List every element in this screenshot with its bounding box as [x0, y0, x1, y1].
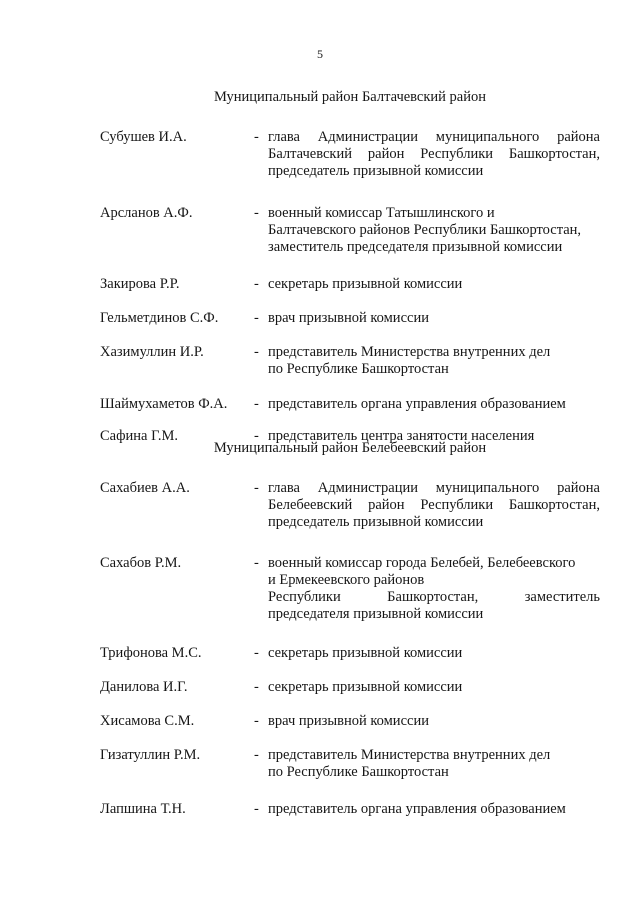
- member-name: Сахабов Р.М.: [100, 555, 182, 571]
- member-role: [268, 679, 600, 696]
- commission-member-entry: [100, 713, 600, 730]
- member-name: Трифонова М.С.: [100, 645, 202, 661]
- dash: -: [254, 205, 259, 221]
- member-name: Лапшина Т.Н.: [100, 801, 186, 817]
- dash: -: [254, 713, 259, 729]
- member-name: Сафина Г.М.: [100, 428, 178, 444]
- role-line: глава Администрации муниципального района: [268, 480, 600, 496]
- member-name: Хисамова С.М.: [100, 713, 195, 729]
- member-role: [268, 344, 600, 378]
- role-line: председатель призывной комиссии: [268, 514, 484, 530]
- commission-member-entry: [100, 679, 600, 696]
- role-line: военный комиссар города Белебей, Белебеевского: [268, 555, 576, 571]
- role-line: представитель центра занятости населения: [268, 428, 535, 444]
- section-belebeevsky: [100, 439, 600, 818]
- role-line: Балтачевский район Республики Башкортостан,: [268, 146, 600, 162]
- commission-member-entry: [100, 555, 600, 623]
- member-role: [268, 747, 600, 781]
- page-number: 5: [317, 47, 323, 61]
- member-name: Данилова И.Г.: [100, 679, 188, 695]
- dash: -: [254, 747, 259, 763]
- commission-member-entry: [100, 129, 600, 180]
- commission-member-entry: [100, 205, 600, 256]
- commission-member-entry: [100, 480, 600, 531]
- dash: -: [254, 428, 259, 444]
- dash: -: [254, 396, 259, 412]
- role-line: военный комиссар Татышлинского и: [268, 205, 495, 221]
- role-line: врач призывной комиссии: [268, 713, 429, 729]
- dash: -: [254, 679, 259, 695]
- dash: -: [254, 801, 259, 817]
- dash: -: [254, 276, 259, 292]
- member-name: Гизатуллин Р.М.: [100, 747, 201, 763]
- section-title: Муниципальный район Балтачевский район: [213, 89, 487, 105]
- member-role: [268, 129, 600, 180]
- member-role: [268, 555, 600, 623]
- member-role: [268, 645, 600, 662]
- commission-member-entry: [100, 310, 600, 327]
- role-line: секретарь призывной комиссии: [268, 276, 463, 292]
- member-role: [268, 205, 600, 256]
- commission-member-entry: [100, 801, 600, 818]
- member-name: Гельметдинов С.Ф.: [100, 310, 219, 326]
- role-line: Балтачевского районов Республики Башкортостан,: [268, 222, 582, 238]
- role-line: по Республике Башкортостан: [268, 764, 449, 780]
- commission-member-entry: [100, 276, 600, 293]
- member-role: [268, 480, 600, 531]
- role-line: секретарь призывной комиссии: [268, 679, 463, 695]
- member-name: Закирова Р.Р.: [100, 276, 180, 292]
- member-role: [268, 276, 600, 293]
- role-line: председатель призывной комиссии: [268, 163, 484, 179]
- commission-member-entry: [100, 747, 600, 781]
- role-line: по Республике Башкортостан: [268, 361, 449, 377]
- commission-member-entry: [100, 645, 600, 662]
- role-line: Белебеевский район Республики Башкортостан,: [268, 497, 600, 513]
- member-name: Шаймухаметов Ф.А.: [100, 396, 228, 412]
- member-role: [268, 801, 600, 818]
- dash: -: [254, 129, 259, 145]
- role-line: глава Администрации муниципального района: [268, 129, 600, 145]
- member-name: Арсланов А.Ф.: [100, 205, 193, 221]
- member-role: [268, 396, 600, 413]
- member-name: Хазимуллин И.Р.: [100, 344, 204, 360]
- section-title: Муниципальный район Белебеевский район: [213, 440, 487, 456]
- member-name: Сахабиев А.А.: [100, 480, 190, 496]
- dash: -: [254, 645, 259, 661]
- role-line: и Ермекеевского районов: [268, 572, 425, 588]
- role-line: председателя призывной комиссии: [268, 606, 484, 622]
- role-line: заместитель председателя призывной комиссии: [268, 239, 563, 255]
- role-line: секретарь призывной комиссии: [268, 645, 463, 661]
- dash: -: [254, 344, 259, 360]
- commission-member-entry: [100, 344, 600, 378]
- dash: -: [254, 480, 259, 496]
- role-line: врач призывной комиссии: [268, 310, 429, 326]
- dash: -: [254, 555, 259, 571]
- role-line: представитель Министерства внутренних дел: [268, 344, 551, 360]
- role-line: представитель органа управления образованием: [268, 396, 566, 412]
- role-line: представитель Министерства внутренних дел: [268, 747, 551, 763]
- member-role: [268, 713, 600, 730]
- commission-member-entry: [100, 396, 600, 413]
- member-role: [268, 310, 600, 327]
- member-name: Субушев И.А.: [100, 129, 187, 145]
- role-line: Республики Башкортостан, заместитель: [268, 589, 600, 605]
- section-baltachevsky: [100, 88, 600, 445]
- role-line: представитель органа управления образованием: [268, 801, 566, 817]
- dash: -: [254, 310, 259, 326]
